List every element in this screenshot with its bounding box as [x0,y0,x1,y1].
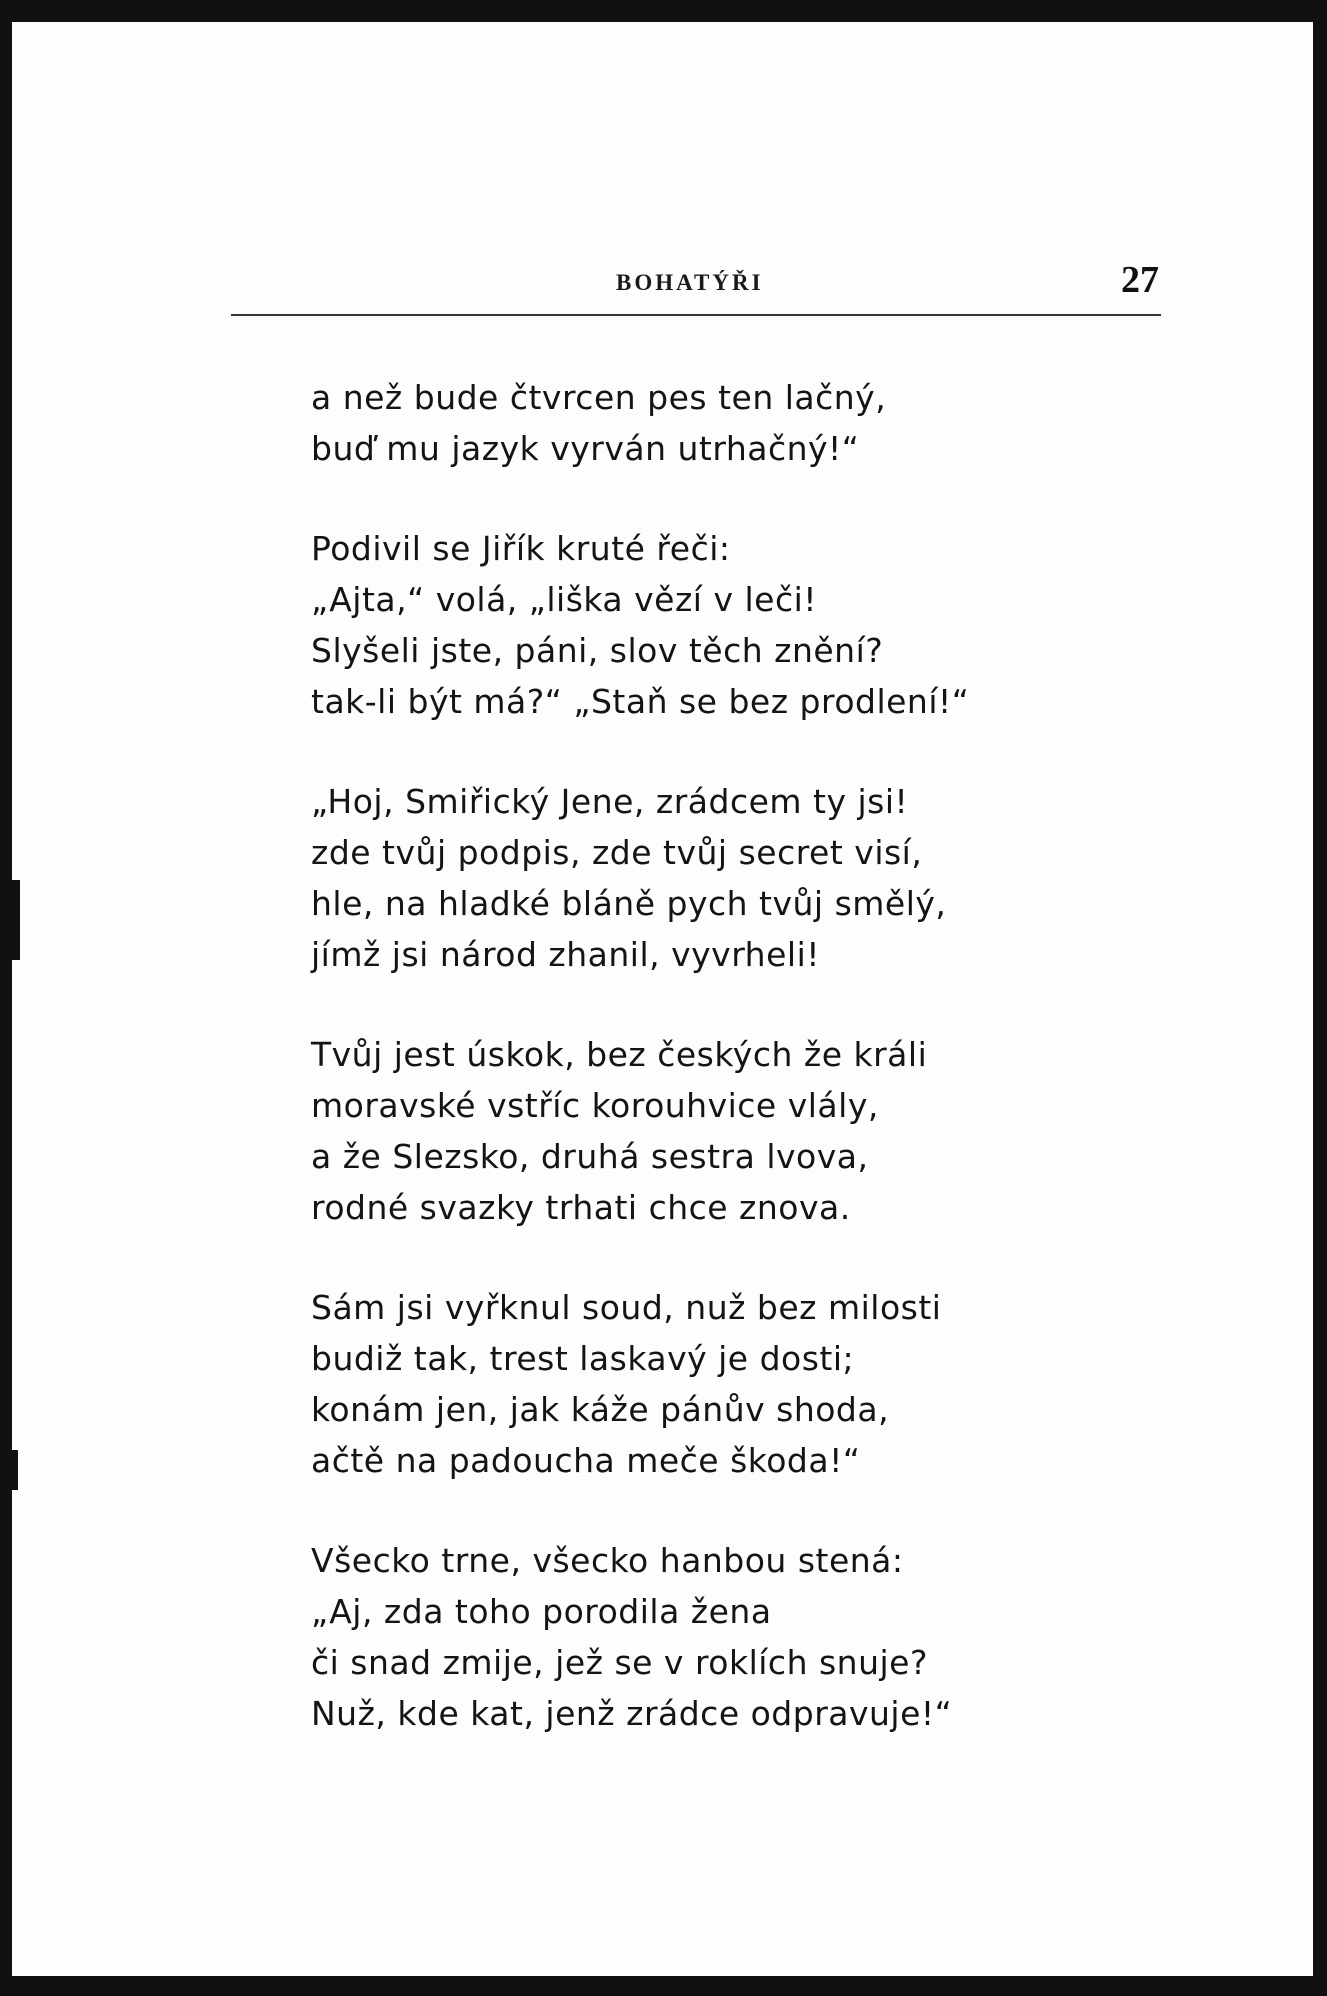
verse-line: moravské vstříc korouhvice vlály, [311,1086,879,1125]
stanza [311,1029,1131,1233]
verse-line: jímž jsi národ zhanil, vyvrheli! [311,935,820,974]
poem-body [311,372,1131,1788]
verse-line: či snad zmije, jež se v roklích snuje? [311,1643,928,1682]
scan-border-notch [6,1450,18,1490]
verse-line: tak-li být má?“ „Staň se bez prodlení!“ [311,682,970,721]
verse-line: a že Slezsko, druhá sestra lvova, [311,1137,869,1176]
verse-line: Všecko trne, všecko hanbou stená: [311,1541,904,1580]
verse-line: konám jen, jak káže pánův shoda, [311,1390,890,1429]
scan-border-notch [8,880,20,960]
running-head [231,259,1161,302]
scan-border-bottom [0,1976,1327,1996]
stanza [311,1282,1131,1486]
scan-border-right [1313,0,1327,1996]
stanza [311,372,1131,474]
verse-line: Sám jsi vyřknul soud, nuž bez milosti [311,1288,942,1327]
verse-line: zde tvůj podpis, zde tvůj secret visí, [311,833,923,872]
scan-border-left [0,0,12,1996]
header-rule [231,314,1161,316]
verse-line: Tvůj jest úskok, bez českých že králi [311,1035,928,1074]
running-title: BOHATÝŘI [616,270,764,295]
verse-line: hle, na hladké bláně pych tvůj smělý, [311,884,947,923]
verse-line: rodné svazky trhati chce znova. [311,1188,851,1227]
stanza [311,523,1131,727]
verse-line: buď mu jazyk vyrván utrhačný!“ [311,429,860,468]
verse-line: ačtě na padoucha meče škoda!“ [311,1441,861,1480]
verse-line: a než bude čtvrcen pes ten lačný, [311,378,887,417]
stanza [311,776,1131,980]
verse-line: „Hoj, Smiřický Jene, zrádcem ty jsi! [311,782,909,821]
verse-line: „Aj, zda toho porodila žena [311,1592,772,1631]
verse-line: budiž tak, trest laskavý je dosti; [311,1339,855,1378]
page-number: 27 [1121,259,1159,301]
verse-line: Nuž, kde kat, jenž zrádce odpravuje!“ [311,1694,953,1733]
stanza [311,1535,1131,1739]
verse-line: Slyšeli jste, páni, slov těch znění? [311,631,884,670]
verse-line: Podivil se Jiřík kruté řeči: [311,529,731,568]
scan-border-top [0,0,1327,22]
verse-line: „Ajta,“ volá, „liška vězí v leči! [311,580,817,619]
